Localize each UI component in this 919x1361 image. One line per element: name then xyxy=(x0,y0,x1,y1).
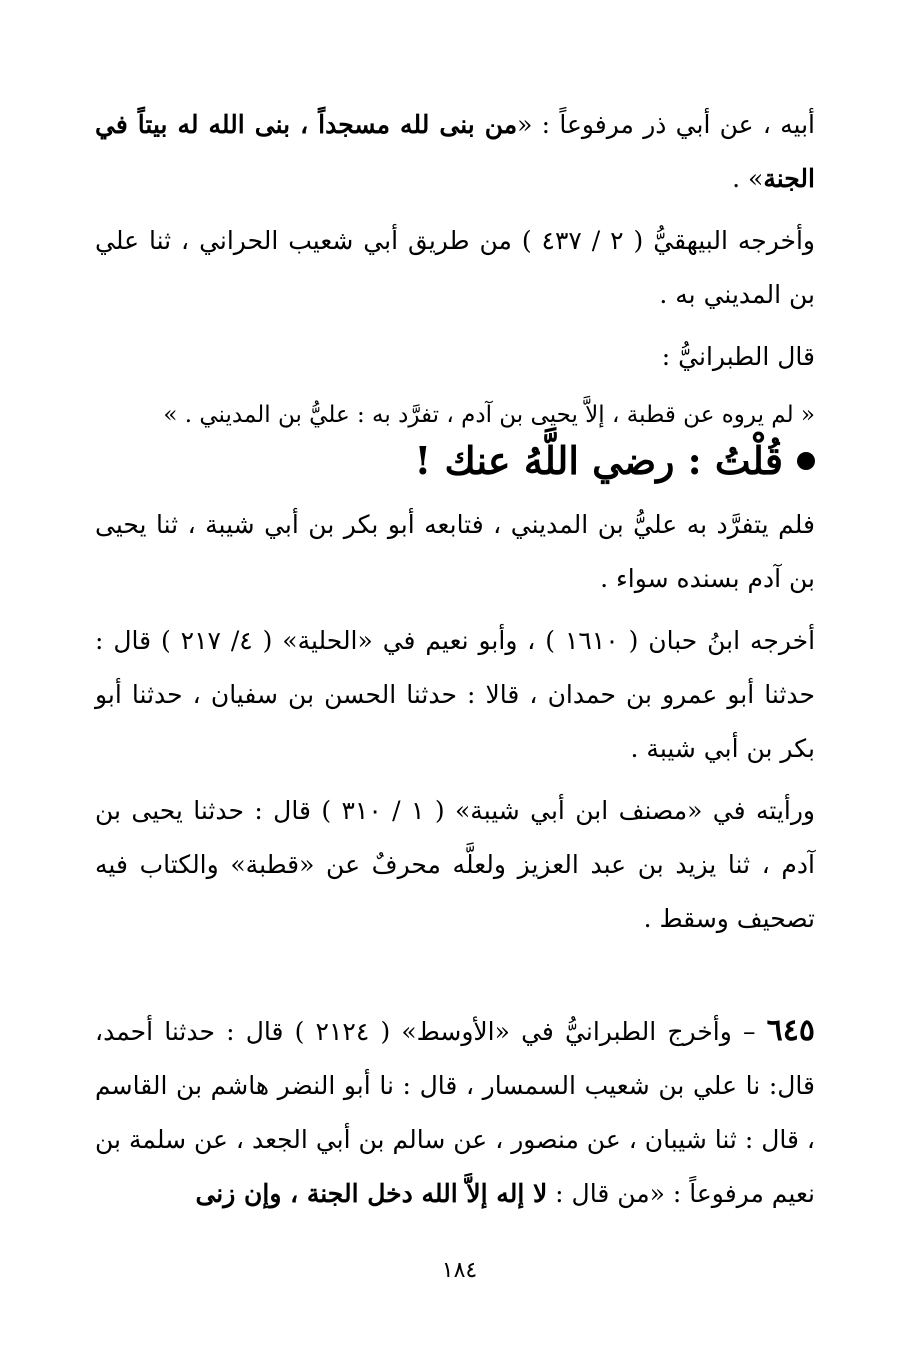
hadith-bold-text: لا إله إلاَّ الله دخل الجنة ، وإن زنى xyxy=(195,1179,548,1208)
bullet-icon xyxy=(797,452,815,470)
paragraph-6: ورأيته في «مصنف ابن أبي شيبة» ( ١ / ٣١٠ ) قال : حدثنا يحيى بن آدم ، ثنا يزيد بن عبد العزيز ولعلَّه محرفٌ عن «قطبة» والكتاب فيه تصحيف وسقط . xyxy=(95,796,815,933)
text: » . xyxy=(732,164,764,193)
quote-tabarani: « لم يروه عن قطبة ، إلاَّ يحيى بن آدم ، تفرَّد به : عليُّ بن المديني . » xyxy=(163,402,815,428)
section-heading xyxy=(95,434,815,488)
paragraph-3: قال الطبرانيُّ : xyxy=(661,342,815,371)
paragraph-1 xyxy=(95,98,815,206)
hadith-number: ٦٤٥ xyxy=(766,1013,815,1048)
paragraph-7-hadith-645 xyxy=(95,1004,815,1221)
text: أبيه ، عن أبي ذر مرفوعاً : « xyxy=(517,110,815,139)
heading-text: قُلْتُ : رضي اللَّهُ عنك ! xyxy=(414,438,783,483)
text: – وأخرج الطبرانيُّ في «الأوسط» ( ٢١٢٤ ) قال : حدثنا أحمد، قال: نا علي بن شعيب السمسار ، قال : نا أبو النضر هاشم بن القاسم ، قال : ثنا شيبان ، عن منصور ، عن سالم بن أبي الجعد ، عن سلمة بن نعيم مرفوعاً : «من قال : xyxy=(95,1017,815,1208)
page-body xyxy=(95,98,815,1229)
paragraph-4: فلم يتفرَّد به عليُّ بن المديني ، فتابعه أبو بكر بن أبي شيبة ، ثنا يحيى بن آدم بسنده سواء . xyxy=(95,510,815,593)
hadith-bold-text: من بنى لله مسجداً ، بنى الله له بيتاً في الجنة xyxy=(95,110,815,193)
page-number: ١٨٤ xyxy=(441,1258,478,1283)
paragraph-2: وأخرجه البيهقيُّ ( ٢ / ٤٣٧ ) من طريق أبي شعيب الحراني ، ثنا علي بن المديني به . xyxy=(95,226,815,309)
paragraph-5: أخرجه ابنُ حبان ( ١٦١٠ ) ، وأبو نعيم في «الحلية» ( ٤/ ٢١٧ ) قال : حدثنا أبو عمرو بن حمدان ، قالا : حدثنا الحسن بن سفيان ، حدثنا أبو بكر بن أبي شيبة . xyxy=(95,626,816,763)
